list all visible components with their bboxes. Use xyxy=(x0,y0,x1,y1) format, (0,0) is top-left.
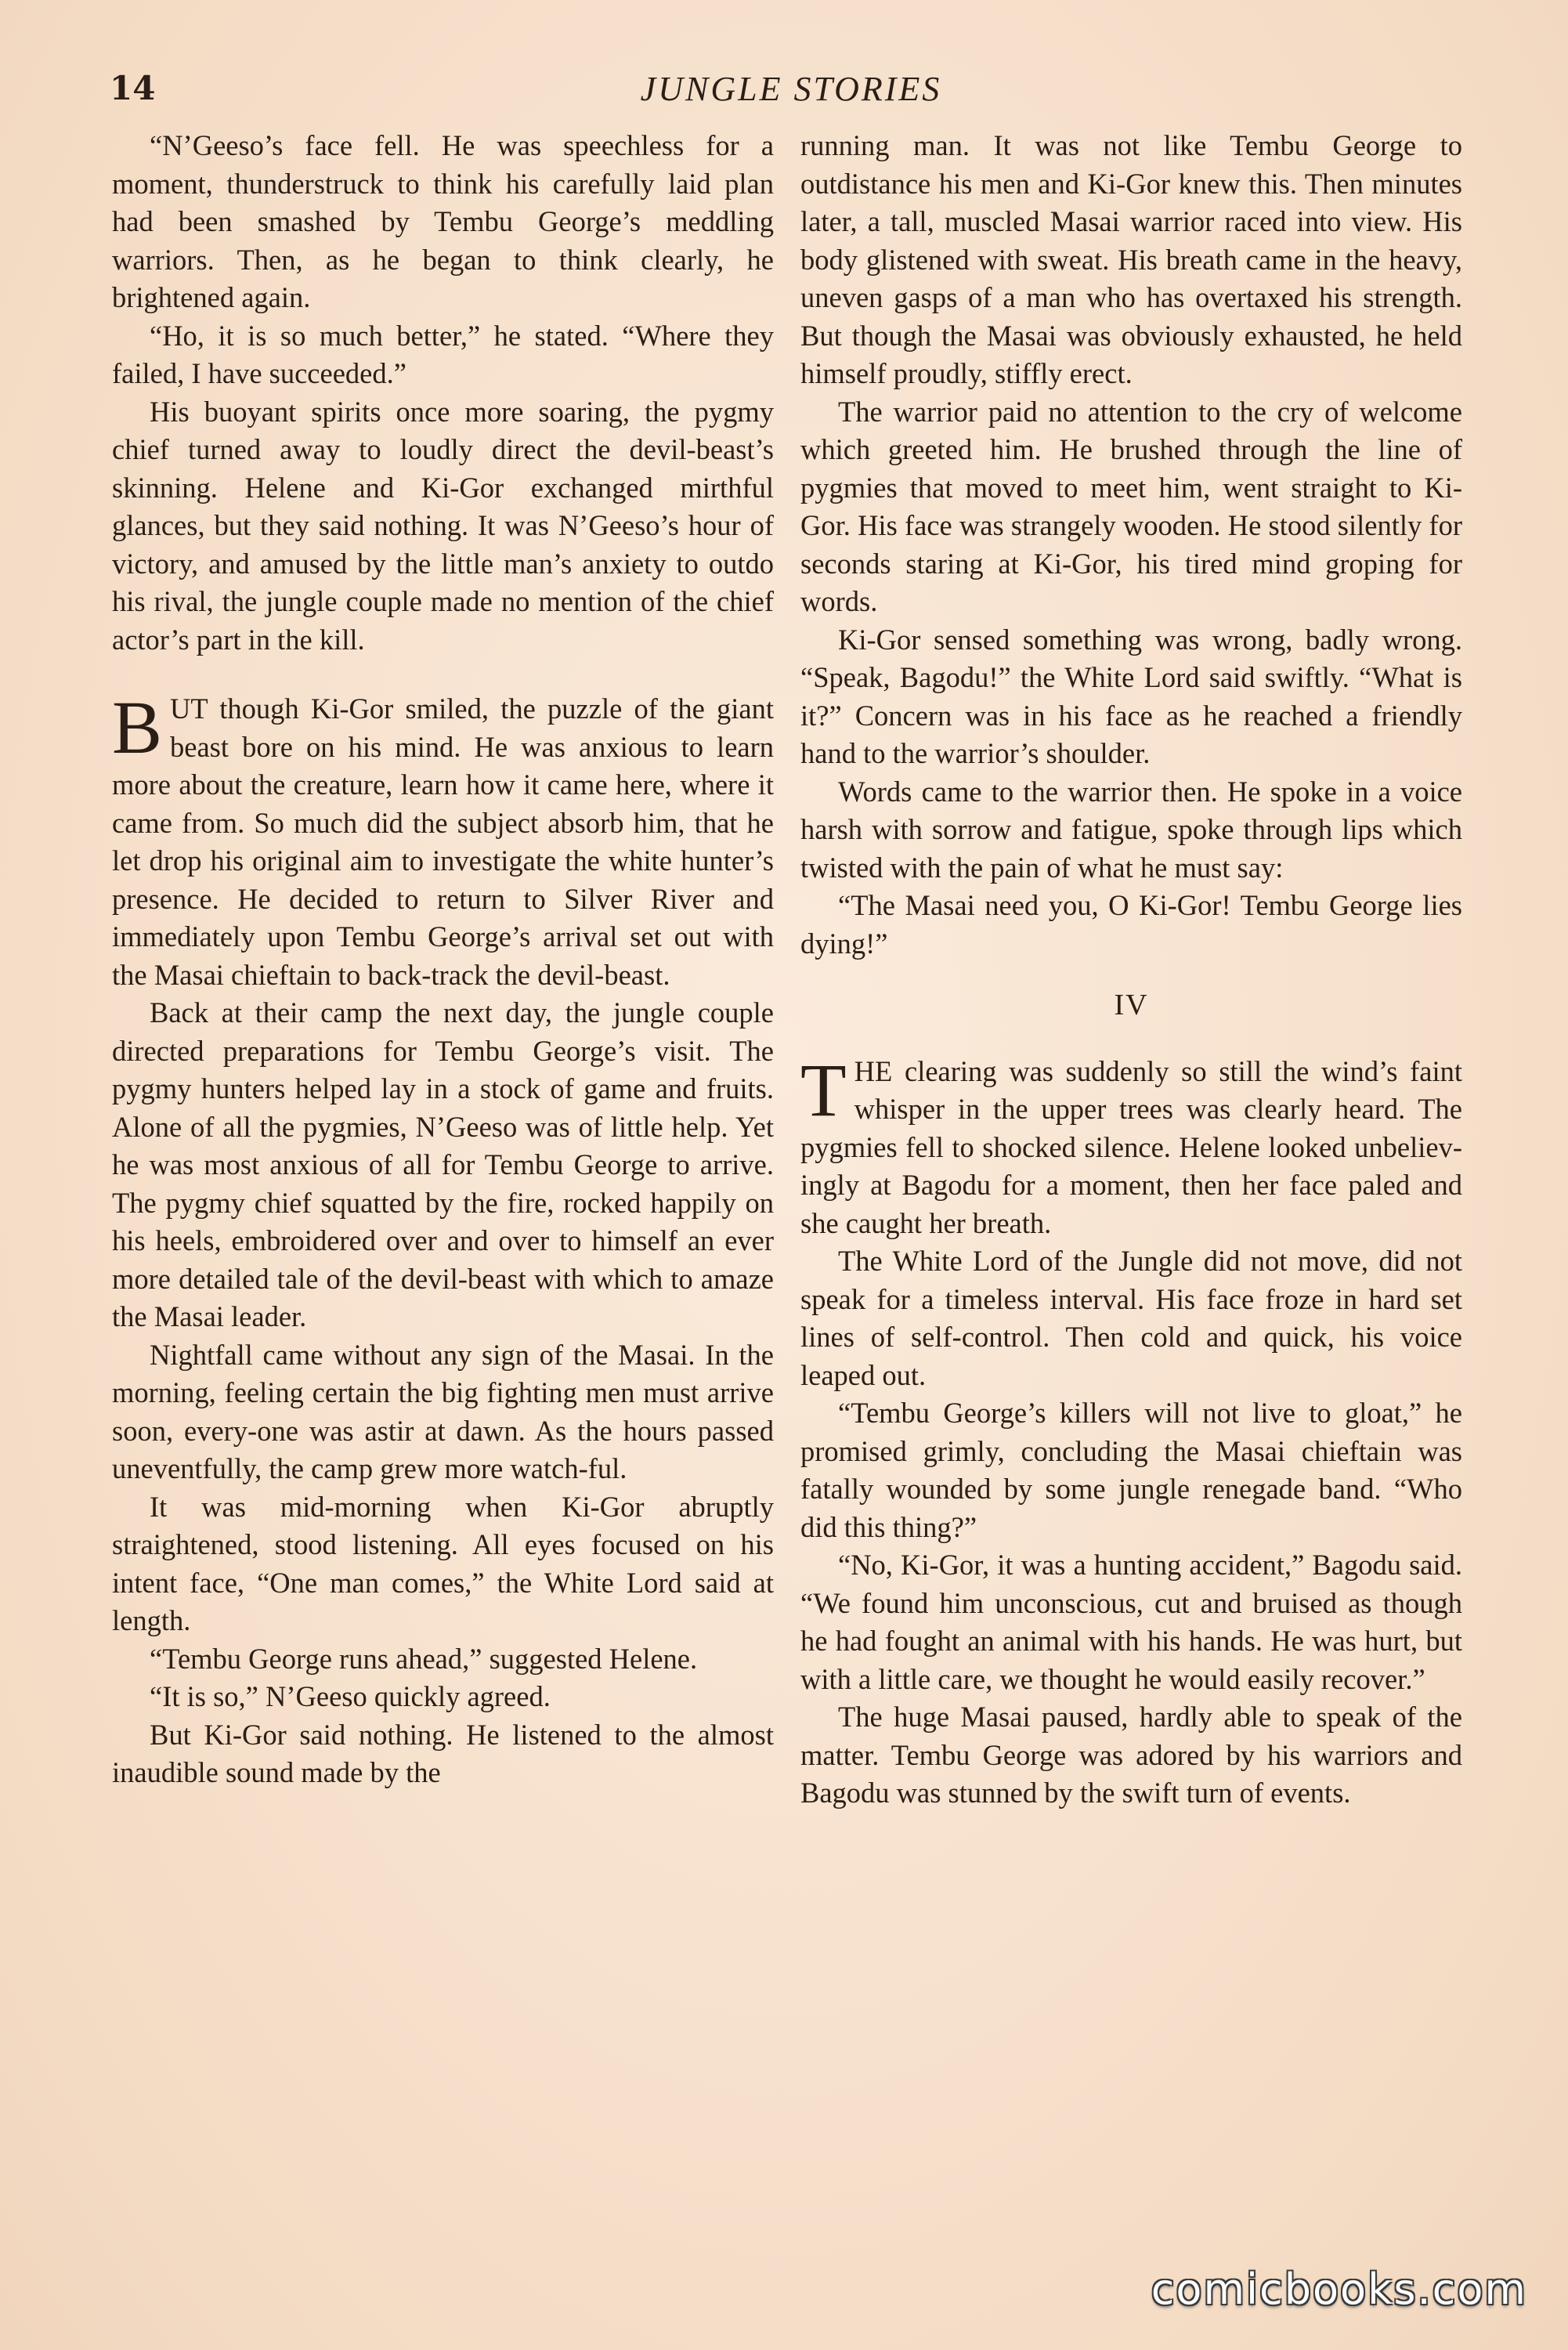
section-heading: IV xyxy=(1114,989,1149,1021)
paragraph: “N’Geeso’s face fell. He was speechless for a moment, thunderstruck to think his carefully laid plan had been smashed by Tembu George’s meddling warriors. Then, as he began to think clearly, he brightened again. xyxy=(112,129,774,313)
paragraph: Back at their camp the next day, the jungle couple directed preparations for Tembu George’s visit. The pygmy hunters helped lay in a stock of game and fruits. Alone of all the pygmies, N’Geeso was of little help. Yet he was most anxious of all for Tembu George to arrive. The pygmy chief squatted by the fire, rocked happily on his heels, embroidered over and over to himself an ever more detailed tale of the devil-beast with which to amaze the Masai leader. xyxy=(112,996,774,1332)
paragraph: running man. It was not like Tembu George to outdistance his men and Ki-Gor knew this. Then minutes later, a tall, muscled Masai warrior raced into view. His body glistened with sweat. His breath came in the heavy, uneven gasps of a man who has overtaxed his strength. But though the Masai was obviously exhausted, he held himself proudly, stiffly erect. xyxy=(800,129,1462,389)
paragraph: “Tembu George runs ahead,” suggested Helene. xyxy=(150,1642,698,1675)
paragraph: Words came to the warrior then. He spoke in a voice harsh with sorrow and fatigue, spoke through lips which twisted with the pain of what he must say: xyxy=(800,775,1462,884)
paragraph-text: HE clearing was suddenly so still the wind’s faint whisper in the upper trees was clearly heard. The pygmies fell to shocked silence. Helene looked unbeliev-ingly at Bagodu for a moment, then her face paled and she caught her breath. xyxy=(800,1054,1462,1239)
paragraph: His buoyant spirits once more soaring, the pygmy chief turned away to loudly direct the devil-beast’s skinning. Helene and Ki-Gor exchanged mirthful glances, but they said nothing. It was N’Geeso’s hour of victory, and amused by the little man’s anxiety to outdo his rival, the jungle couple made no mention of the chief actor’s part in the kill. xyxy=(112,395,774,656)
running-title: JUNGLE STORIES xyxy=(640,70,942,108)
page-number: 14 xyxy=(110,69,156,107)
dropcap-paragraph xyxy=(800,1047,1462,1243)
right-column xyxy=(800,127,1462,1813)
paragraph: Ki-Gor sensed something was wrong, badly wrong. “Speak, Bagodu!” the White Lord said swiftly. “What is it?” Concern was in his face as he reached a friendly hand to the warrior’s shoulder. xyxy=(800,623,1462,769)
paragraph: But Ki-Gor said nothing. He listened to the almost inaudible sound made by the xyxy=(112,1718,774,1788)
paragraph: The huge Masai paused, hardly able to speak of the matter. Tembu George was adored by his warriors and Bagodu was stunned by the swift turn of events. xyxy=(800,1701,1462,1809)
paragraph: Nightfall came without any sign of the Masai. In the morning, feeling certain the big fighting men must arrive soon, every-one was astir at dawn. As the hours passed uneventfully, the camp grew more watch-ful. xyxy=(112,1338,774,1484)
paragraph: The warrior paid no attention to the cry of welcome which greeted him. He brushed through the line of pygmies that moved to meet him, went straight to Ki-Gor. His face was strangely wooden. He stood silently for seconds staring at Ki-Gor, his tired mind groping for words. xyxy=(800,395,1462,617)
paragraph-text: UT though Ki-Gor smiled, the puzzle of the giant beast bore on his mind. He was anxious to learn more about the creature, learn how it came here, where it came from. So much did the subject absorb him, that he let drop his original aim to investigate the white hunter’s presence. He decided to return to Silver River and immediately upon Tembu George’s arrival set out with the Masai chieftain to back-track the devil-beast. xyxy=(112,692,774,991)
paragraph: “Ho, it is so much better,” he stated. “Where they failed, I have succeeded.” xyxy=(112,319,774,389)
paragraph: “No, Ki-Gor, it was a hunting accident,” Bagodu said. “We found him unconscious, cut and bruised as though he had fought an animal with his hands. He was hurt, but with a little care, we thought he would easily recover.” xyxy=(800,1549,1462,1695)
paragraph: “It is so,” N’Geeso quickly agreed. xyxy=(150,1680,551,1712)
paragraph: “Tembu George’s killers will not live to gloat,” he promised grimly, concluding the Masai chieftain was fatally wounded by some jungle renegade band. “Who did this thing?” xyxy=(800,1397,1462,1543)
watermark: comicbooks.com xyxy=(1151,2265,1527,2314)
paragraph: “The Masai need you, O Ki-Gor! Tembu George lies dying!” xyxy=(800,889,1462,960)
paragraph: It was mid-morning when Ki-Gor abruptly straightened, stood listening. All eyes focused on his intent face, “One man comes,” the White Lord said at length. xyxy=(112,1490,774,1636)
drop-cap: B xyxy=(112,685,163,769)
drop-cap: T xyxy=(800,1047,847,1132)
page-header xyxy=(110,69,1472,116)
left-column xyxy=(112,127,774,1792)
dropcap-paragraph xyxy=(112,685,774,994)
paragraph: The White Lord of the Jungle did not move, did not speak for a timeless interval. His face froze in hard set lines of self-control. Then cold and quick, his voice leaped out. xyxy=(800,1245,1462,1391)
